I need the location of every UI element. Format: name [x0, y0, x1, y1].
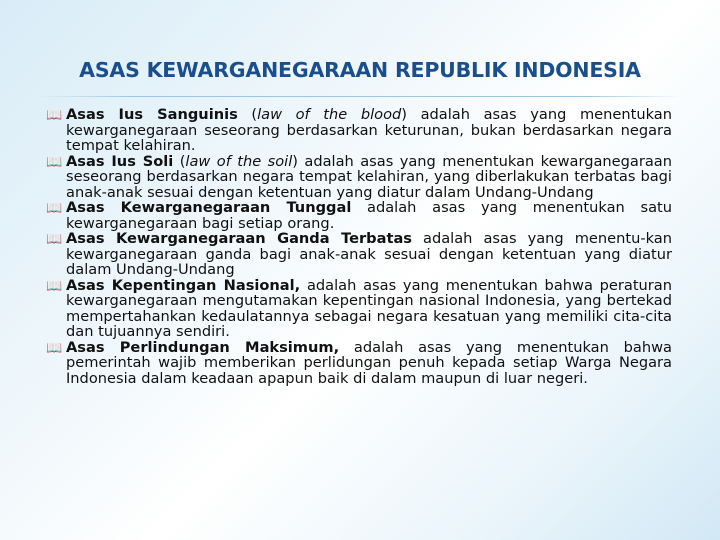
item-text: [66, 278, 672, 340]
open-book-icon: 📖: [46, 201, 63, 216]
item-term: Asas Kewarganegaraan Tunggal: [66, 199, 352, 216]
item-text: [66, 231, 672, 278]
item-text-post: ) adalah asas yang menentukan kewarganegaraan seseorang berdasarkan keturunan, bukan berdasarkan negara tempat kelahiran.: [66, 106, 672, 154]
bullet-list: [46, 107, 672, 386]
open-book-icon: 📖: [46, 154, 63, 170]
item-text-post: adalah asas yang menentukan bahwa pemerintah wajib memberikan perlidungan penuh kepada setiap Warga Negara Indonesia dalam keadaan apapun baik di dalam maupun di luar negeri.: [66, 338, 672, 387]
item-text: [66, 154, 672, 201]
title-divider: [38, 96, 682, 97]
item-text-post: ) adalah asas yang menentukan kewarganegaraan seseorang berdasarkan negara tempat kelahiran, yang diberlakukan terbatas bagi anak-anak sesuai dengan ketentuan yang diatur dalam Undang-Undang: [66, 152, 672, 201]
list-item: [46, 154, 672, 201]
open-book-icon: 📖: [46, 278, 63, 294]
item-term: Asas Ius Sanguinis: [66, 106, 238, 123]
item-text: [66, 340, 672, 387]
open-book-icon: 📖: [46, 108, 63, 123]
item-text-post: adalah asas yang menentukan satu kewarganegaraan bagi setiap orang.: [66, 199, 672, 232]
item-term: Asas Ius Soli: [66, 152, 174, 170]
item-text-pre: (: [173, 152, 186, 170]
list-item: [46, 231, 672, 278]
item-term: Asas Perlindungan Maksimum,: [66, 338, 340, 356]
open-book-icon: 📖: [46, 340, 63, 356]
item-latin-term: law of the blood: [257, 106, 402, 123]
list-item: [46, 278, 672, 340]
item-latin-term: law of the soil: [185, 152, 293, 170]
open-book-icon: 📖: [46, 232, 63, 247]
item-text: [66, 107, 672, 154]
item-text-post: adalah asas yang menentu-kan kewarganegaraan ganda bagi anak-anak sesuai dengan ketentuan yang diatur dalam Undang-Undang: [66, 230, 672, 278]
item-term: Asas Kewarganegaraan Ganda Terbatas: [66, 230, 412, 247]
list-item: [46, 340, 672, 387]
list-item: [46, 200, 672, 231]
item-text-pre: (: [237, 106, 258, 123]
page-title: ASAS KEWARGANEGARAAN REPUBLIK INDONESIA: [79, 58, 641, 82]
item-text: [66, 200, 672, 231]
list-item: [46, 107, 672, 154]
item-term: Asas Kepentingan Nasional,: [66, 276, 301, 294]
item-text-post: adalah asas yang menentukan bahwa peraturan kewarganegaraan mengutamakan kepentingan nasional Indonesia, yang bertekad mempertahankan kedaulatannya sebagai negara kesatuan yang memiliki cita-cita dan tujuannya sendiri.: [66, 276, 672, 340]
